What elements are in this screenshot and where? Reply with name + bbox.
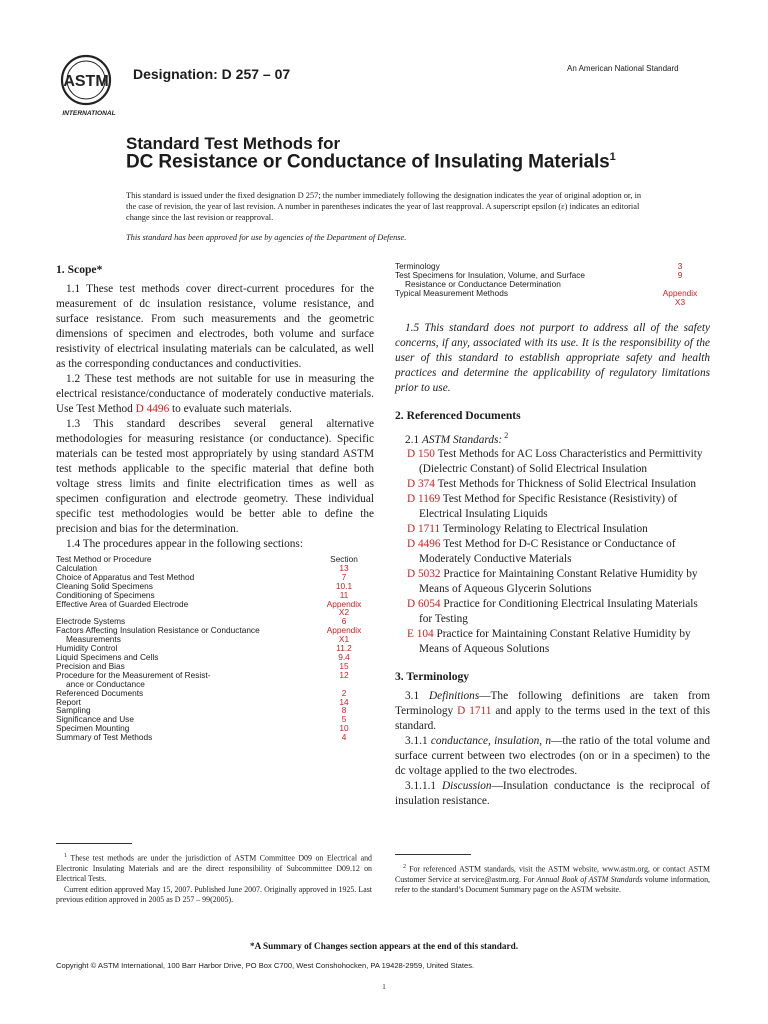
terminology-heading: 3. Terminology — [395, 670, 470, 684]
section-label-line: Typical Measurement Methods — [395, 287, 508, 298]
p3-1-1-text: —the ratio of the total volume and surface current between two electrodes (on or in a specimen) to the dc voltage applied to the two electrodes. — [395, 735, 710, 778]
col-header-procedure: Test Method or Procedure — [56, 554, 152, 564]
para-1-4: 1.4 The procedures appear in the following sections: — [66, 538, 303, 550]
section-label-line: Precision and Bias — [56, 660, 125, 671]
section-label-line: Test Specimens for Insulation, Volume, and Surface — [395, 269, 586, 280]
referenced-document-title: Practice for Maintaining Constant Relative Humidity by Means of Aqueous Solutions — [419, 628, 691, 656]
logo-text-bottom: INTERNATIONAL — [62, 110, 116, 117]
footnote-1-body: These test methods are under the jurisdiction of ASTM Committee D09 on Electrical and Electronic Insulating Materials and are the direct responsibility of Subcommittee D09.12 on Electrical Tests. — [56, 853, 372, 884]
section-label-line: Terminology — [395, 261, 440, 271]
footnote-rule-left — [56, 843, 132, 844]
p3-1-1-term: conductance, insulation, n — [430, 735, 552, 748]
astm-standards-sub — [395, 428, 710, 448]
dod-note: This standard has been approved for use by agencies of the Department of Defense. — [126, 233, 407, 242]
p3-1-1-num: 3.1.1 — [405, 735, 431, 748]
footnote-2-italic: Annual Book of ASTM Standards — [536, 875, 643, 885]
section-label-line: Sampling — [56, 705, 91, 716]
sections-table-row — [395, 271, 710, 289]
referenced-documents-list — [395, 447, 710, 657]
footnote-1 — [56, 851, 372, 906]
referenced-document-title: Test Method for D-C Resistance or Conductance of Moderately Conductive Materials — [419, 538, 676, 566]
astm-logo-icon — [58, 52, 122, 118]
p3-1-term: Definitions — [429, 690, 480, 703]
sections-table-row — [395, 289, 710, 307]
para-3-1-1-1 — [395, 779, 710, 809]
section-label — [56, 733, 306, 742]
referenced-document-code[interactable]: E 104 — [407, 628, 434, 641]
footnote-2-body-end: volume information, refer to the standard’s Document Summary page on the ASTM website. — [395, 875, 710, 895]
logo-text-top: ASTM — [63, 73, 109, 90]
section-ref: 5 — [341, 714, 347, 725]
section-ref-link[interactable] — [314, 600, 374, 618]
referenced-document-title: Test Methods for Thickness of Solid Electrical Insulation — [437, 478, 697, 491]
para-1-2-text: 1.2 These test methods are not suitable for use in measuring the electrical resistance/conductance of moderately conductive materials. Use Test Method — [56, 373, 374, 415]
referenced-document-title: Practice for Maintaining Constant Relative Humidity by Means of Aqueous Glycerin Solutions — [419, 568, 698, 596]
footnote-2-mark: 2 — [403, 864, 406, 870]
section-ref: 8 — [341, 705, 347, 716]
sections-table-continued — [395, 262, 710, 307]
sections-table-row — [56, 671, 374, 689]
section-label-line: Summary of Test Methods — [56, 732, 153, 743]
section-ref: 9.4 — [338, 651, 350, 662]
p3-1-1-1-num: 3.1.1.1 — [405, 780, 442, 793]
section-ref-link[interactable] — [314, 671, 374, 689]
summary-of-changes-note: *A Summary of Changes section appears at the end of this standard. — [250, 941, 518, 951]
title-main: DC Resistance or Conductance of Insulating Materials — [126, 151, 610, 173]
sections-table-body — [56, 564, 374, 742]
section-ref: 4 — [341, 732, 347, 743]
section-ref: 11.2 — [336, 643, 352, 654]
ref-link-d1711[interactable]: D 1711 — [457, 705, 492, 718]
section-label-line-2: Resistance or Conductance Determination — [405, 278, 561, 289]
referenced-document-title: Test Methods for AC Loss Characteristics and Permittivity (Dielectric Constant) of Solid Electrical Insulation — [419, 448, 703, 476]
referenced-document-title: Terminology Relating to Electrical Insulation — [442, 523, 648, 536]
section-ref: 9 — [677, 269, 683, 280]
referenced-document-code[interactable]: D 4496 — [407, 538, 441, 551]
section-label-line: Choice of Apparatus and Test Method — [56, 571, 195, 582]
section-label-line: Specimen Mounting — [56, 723, 130, 734]
section-ref: 2 — [341, 687, 347, 698]
section-label-line: Cleaning Solid Specimens — [56, 580, 153, 591]
section-label-line: Conditioning of Specimens — [56, 589, 155, 600]
section-ref-link[interactable] — [650, 289, 710, 307]
section-label-line: Procedure for the Measurement of Resist- — [56, 669, 211, 680]
section-label — [56, 698, 306, 707]
referenced-document-title: Practice for Conditioning Electrical Insulating Materials for Testing — [419, 598, 698, 626]
section-label-line: Report — [56, 696, 81, 707]
copyright: Copyright © ASTM International, 100 Barr Harbor Drive, PO Box C700, West Conshohocken, PA 19428-2959, United States. — [56, 961, 475, 970]
referenced-document-code[interactable]: D 1169 — [407, 493, 441, 506]
footnote-1-mark: 1 — [64, 853, 67, 859]
referenced-document-item — [407, 597, 710, 627]
para-1-2-text-end: to evaluate such materials. — [169, 403, 292, 415]
referenced-document-code[interactable]: D 1711 — [407, 523, 441, 536]
section-label-line-2: ance or Conductance — [66, 678, 145, 689]
footnote-1-edition: Current edition approved May 15, 2007. Published June 2007. Originally approved in 1925. Last previous edition approved in 2005 as D 257 – 99(2005). — [56, 884, 372, 905]
section-label — [395, 271, 645, 289]
sub-number: 2.1 — [405, 433, 422, 446]
referenced-document-item — [407, 537, 710, 567]
section-label-line: Electrode Systems — [56, 616, 126, 627]
section-label-line: Referenced Documents — [56, 687, 144, 698]
p3-1-text: —The following definitions are taken from Terminology — [395, 690, 710, 718]
designation: Designation: D 257 – 07 — [133, 66, 291, 82]
section-label-line: Factors Affecting Insulation Resistance or Conductance — [56, 625, 260, 636]
section-label-line: Effective Area of Guarded Electrode — [56, 598, 189, 609]
section-label — [56, 600, 306, 618]
para-1-2 — [56, 372, 374, 417]
title-line-1: Standard Test Methods for — [126, 134, 341, 153]
col-header-section: Section — [330, 554, 358, 564]
sub-footnote-mark: 2 — [502, 430, 509, 440]
astm-logo — [58, 52, 122, 118]
sections-table-row — [56, 600, 374, 618]
section-ref: 14 — [339, 696, 349, 707]
section-ref: Appendix — [326, 625, 362, 636]
section-ref: Appendix — [662, 287, 698, 298]
referenced-document-title: Test Method for Specific Resistance (Resistivity) of Electrical Insulating Liquids — [419, 493, 678, 521]
section-label-line: Significance and Use — [56, 714, 134, 725]
section-ref-2: X2 — [338, 607, 350, 618]
section-label-line: Humidity Control — [56, 643, 118, 654]
footnote-2 — [395, 862, 710, 896]
section-label — [56, 689, 306, 698]
para-3-1-1 — [395, 734, 710, 779]
footnote-2-body: For referenced ASTM standards, visit the ASTM website, www.astm.org, or contact ASTM Customer Service at service@astm.org. For — [395, 864, 710, 885]
section-ref: 7 — [341, 571, 347, 582]
sections-table-header — [56, 555, 374, 564]
referenced-document-item — [407, 447, 710, 477]
p3-1-num: 3.1 — [405, 690, 430, 703]
referenced-document-item — [407, 522, 710, 537]
referenced-document-item — [407, 567, 710, 597]
p3-1-1-1-text: —Insulation conductance is the reciprocal of insulation resistance. — [395, 780, 710, 808]
para-1-5: 1.5 This standard does not purport to address all of the safety concerns, if any, associated with its use. It is the responsibility of the user of this standard to establish appropriate safety and health practices and determine the applicability of regulatory limitations prior to use. — [395, 321, 710, 394]
section-ref-2: X3 — [674, 296, 686, 307]
section-label-line-2: Measurements — [66, 634, 121, 645]
sections-table-row — [56, 698, 374, 707]
referenced-document-code[interactable]: D 5032 — [407, 568, 441, 581]
section-ref: 6 — [341, 616, 347, 627]
section-label — [56, 626, 306, 644]
sections-table-body-continued — [395, 262, 710, 307]
p3-1-1-1-term: Discussion — [441, 780, 492, 793]
section-ref: 11 — [339, 589, 349, 600]
right-column — [395, 262, 710, 809]
referenced-document-item — [407, 477, 710, 492]
referenced-document-code[interactable]: D 374 — [407, 478, 435, 491]
referenced-document-code[interactable]: D 150 — [407, 448, 435, 461]
footnote-1-text — [56, 851, 372, 885]
para-3-1 — [395, 689, 710, 734]
title-line-2 — [126, 151, 616, 173]
referenced-document-item — [407, 492, 710, 522]
section-label — [56, 671, 306, 689]
section-ref-link[interactable] — [314, 733, 374, 742]
section-ref-link[interactable] — [650, 271, 710, 289]
footnote-rule-right — [395, 854, 471, 855]
section-ref: 3 — [677, 261, 683, 271]
issued-note: This standard is issued under the fixed designation D 257; the number immediately following the designation indicates the year of original adoption or, in the case of revision, the year of last revision. A number in parentheses indicates the year of last reapproval. A superscript epsilon (ε) indicates an editorial change since the last revision or reapproval. — [126, 191, 642, 222]
referenced-document-code[interactable]: D 6054 — [407, 598, 441, 611]
sub-title: ASTM Standards: — [421, 433, 503, 446]
para-1-3: 1.3 This standard describes several general alternative methodologies for measuring resistance (or conductance). Specific materials can be tested most appropriately by using standard ASTM test methods applicable to the specific material that define both voltage stress limits and finite electrification times as well as specimen configuration and electrode geometry. These individual specific test methodologies would be better able to define the precision and bias for the determination. — [56, 418, 374, 535]
p3-1-text-end: and apply to the terms used in the text of this standard. — [395, 705, 710, 733]
section-ref: 10.1 — [335, 580, 353, 591]
sections-table — [56, 555, 374, 742]
ref-link-d4496[interactable]: D 4496 — [135, 403, 170, 415]
section-ref: 10 — [339, 723, 349, 734]
section-ref-2: X1 — [338, 634, 350, 645]
national-standard-label: An American National Standard — [567, 64, 679, 73]
para-1-1: 1.1 These test methods cover direct-current procedures for the measurement of dc insulation resistance, volume resistance, and surface resistance. From such measurements and the geometric dimensions of specimen and electrodes, both volume and surface resistivity of electrical insulating materials can be calculated, as well as the corresponding conductances and conductivities. — [56, 283, 374, 370]
sections-table-row — [56, 626, 374, 644]
section-ref: Appendix — [326, 598, 362, 609]
section-ref: 13 — [339, 562, 349, 573]
title-footnote-mark: 1 — [609, 151, 616, 163]
scope-heading: 1. Scope* — [56, 263, 103, 276]
referenced-heading: 2. Referenced Documents — [395, 408, 521, 422]
footnote-2-text — [395, 862, 710, 896]
section-ref: 15 — [339, 660, 349, 671]
section-label-line: Calculation — [56, 562, 98, 573]
referenced-document-item — [407, 627, 710, 657]
page-number: 1 — [382, 983, 386, 991]
section-ref-link[interactable] — [314, 626, 374, 644]
sections-table-row — [56, 733, 374, 742]
sections-table-row — [56, 689, 374, 698]
section-ref: 12 — [339, 669, 349, 680]
section-label — [395, 289, 645, 307]
section-label-line: Liquid Specimens and Cells — [56, 651, 159, 662]
left-column — [56, 262, 374, 742]
